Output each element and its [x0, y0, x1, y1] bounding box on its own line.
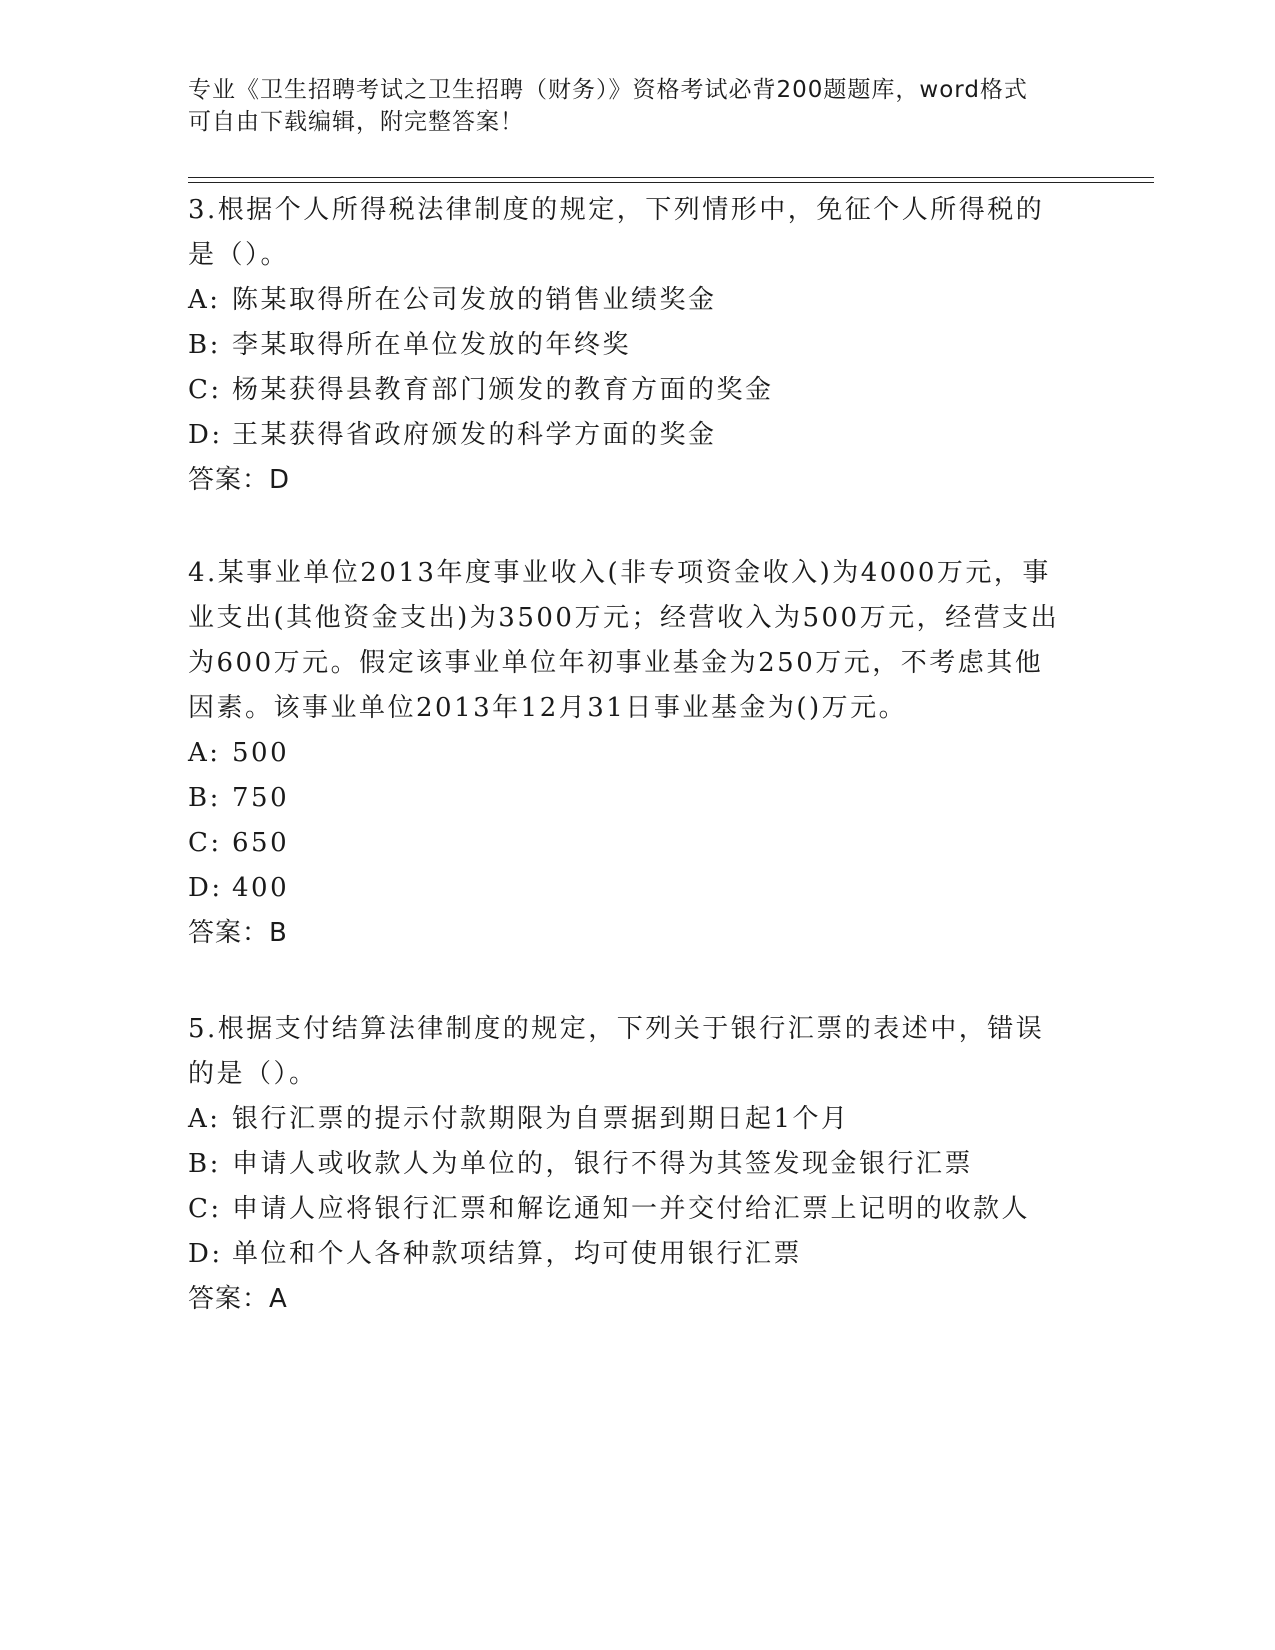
header-divider-top	[188, 177, 1154, 178]
option-text: 单位和个人各种款项结算，均可使用银行汇票	[232, 1239, 803, 1269]
question-block	[188, 188, 1088, 503]
question-stem-line: 的是（）。	[188, 1059, 318, 1089]
header-divider-bottom	[188, 182, 1154, 183]
option-text: 陈某取得所在公司发放的销售业绩奖金	[232, 285, 717, 315]
option-d	[188, 413, 1088, 458]
option-text: 银行汇票的提示付款期限为自票据到期日起1个月	[232, 1104, 850, 1134]
option-d	[188, 1232, 1088, 1277]
option-key: C:	[188, 1194, 222, 1224]
answer-line: 答案：D	[188, 465, 291, 495]
option-b	[188, 323, 1088, 368]
option-key: A:	[188, 738, 221, 768]
question-block	[188, 1007, 1088, 1322]
question-stem-line: 3.根据个人所得税法律制度的规定，下列情形中，免征个人所得税的	[188, 195, 1045, 225]
header-title-line: 专业《卫生招聘考试之卫生招聘（财务）》资格考试必背200题题库，word格式	[188, 77, 1028, 103]
answer-line: 答案：B	[188, 918, 288, 948]
option-key: B:	[188, 1149, 221, 1179]
option-c	[188, 1187, 1088, 1232]
option-key: D:	[188, 420, 223, 450]
option-key: A:	[188, 1104, 221, 1134]
option-a	[188, 731, 1088, 776]
option-key: D:	[188, 1239, 223, 1269]
option-c	[188, 821, 1088, 866]
option-text: 500	[232, 738, 290, 768]
option-a	[188, 1097, 1088, 1142]
option-text: 400	[232, 873, 290, 903]
option-c	[188, 368, 1088, 413]
option-d	[188, 866, 1088, 911]
option-a	[188, 278, 1088, 323]
option-b	[188, 1142, 1088, 1187]
header-subtitle-line: 可自由下载编辑，附完整答案！	[188, 109, 524, 135]
option-key: C:	[188, 828, 222, 858]
question-stem-line: 是（）。	[188, 240, 290, 270]
question-stem-line: 业支出(其他资金支出)为3500万元；经营收入为500万元，经营支出	[188, 603, 1060, 633]
question-stem	[188, 551, 1088, 731]
option-key: B:	[188, 783, 221, 813]
question-stem-line: 为600万元。假定该事业单位年初事业基金为250万元，不考虑其他	[188, 648, 1044, 678]
option-key: D:	[188, 873, 223, 903]
document-header	[188, 74, 1088, 138]
question-stem-line: 因素。该事业单位2013年12月31日事业基金为()万元。	[188, 693, 908, 723]
option-text: 申请人或收款人为单位的，银行不得为其签发现金银行汇票	[232, 1149, 974, 1179]
question-stem	[188, 1007, 1088, 1097]
option-text: 650	[232, 828, 290, 858]
option-key: A:	[188, 285, 221, 315]
option-text: 李某取得所在单位发放的年终奖	[232, 330, 632, 360]
option-text: 申请人应将银行汇票和解讫通知一并交付给汇票上记明的收款人	[232, 1194, 1031, 1224]
answer-line: 答案：A	[188, 1284, 288, 1314]
option-b	[188, 776, 1088, 821]
option-text: 750	[232, 783, 290, 813]
question-stem-line: 4.某事业单位2013年度事业收入(非专项资金收入)为4000万元，事	[188, 558, 1051, 588]
question-stem-line: 5.根据支付结算法律制度的规定，下列关于银行汇票的表述中，错误	[188, 1014, 1045, 1044]
option-key: B:	[188, 330, 221, 360]
question-block	[188, 551, 1088, 956]
question-stem	[188, 188, 1088, 278]
option-key: C:	[188, 375, 222, 405]
option-text: 杨某获得县教育部门颁发的教育方面的奖金	[232, 375, 774, 405]
option-text: 王某获得省政府颁发的科学方面的奖金	[232, 420, 717, 450]
